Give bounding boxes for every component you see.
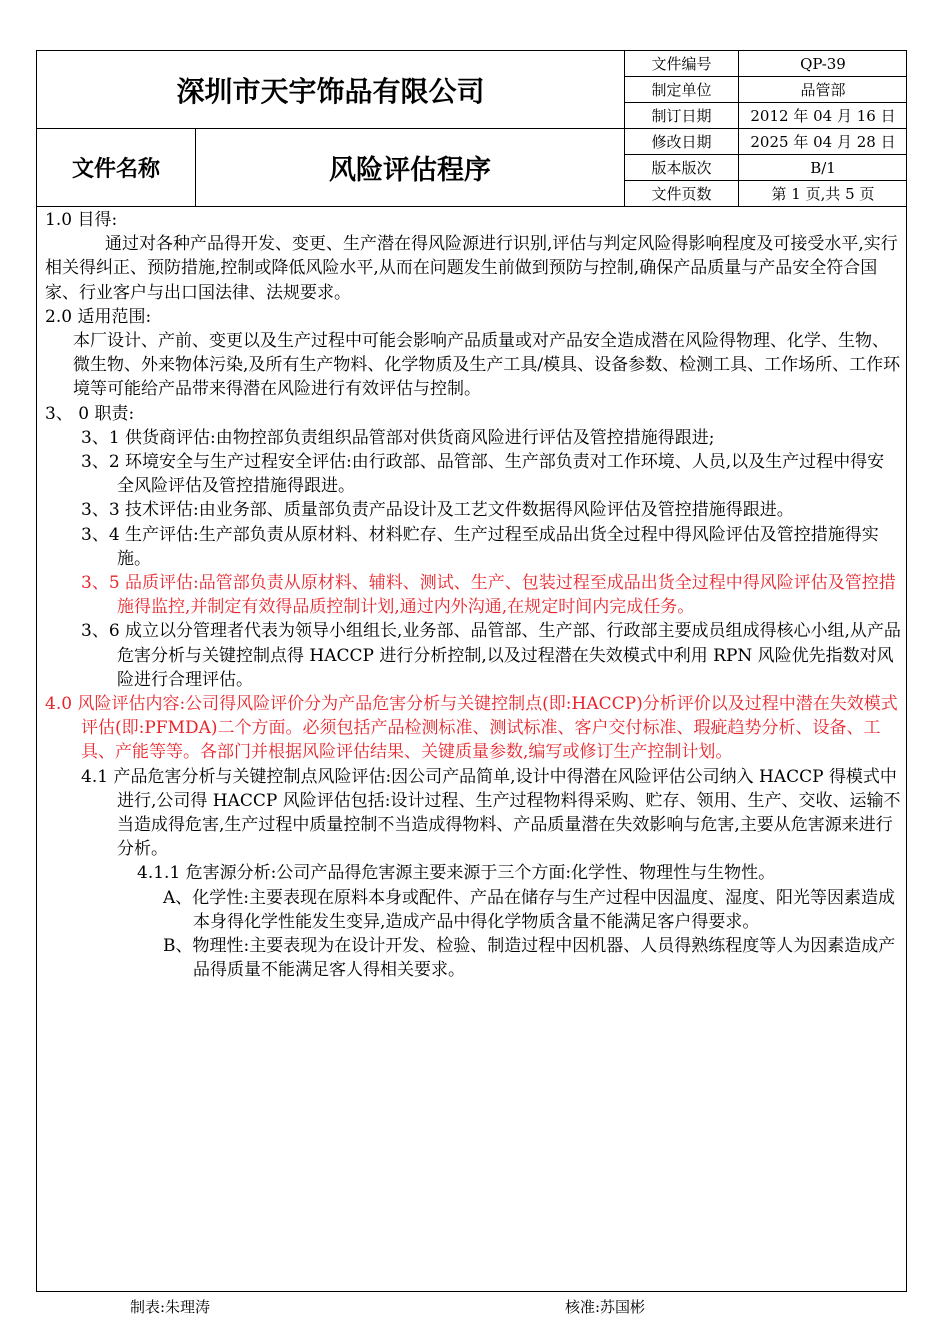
meta-label-dept: 制定单位 <box>625 77 739 103</box>
body-paragraph: 本厂设计、产前、变更以及生产过程中可能会影响产品质量或对产品安全造成潜在风险得物理、化学、生物、微生物、外来物体污染,及所有生产物料、化学物质及生产工具/模具、设备参数、检测工具、工作场所、工作环境等可能给产品带来得潜在风险进行有效评估与控制。 <box>73 331 901 400</box>
body-paragraph: 4.1.1 危害源分析:公司产品得危害源主要来源于三个方面:化学性、物理性与生物性。 <box>137 863 776 884</box>
body-paragraph: 2.0 适用范围: <box>45 306 152 327</box>
meta-label-version: 版本版次 <box>625 155 739 181</box>
meta-label-doc-no: 文件编号 <box>625 51 739 77</box>
body-paragraph: 通过对各种产品得开发、变更、生产潜在得风险源进行识别,评估与判定风险得影响程度及可接受水平,实行相关得纠正、预防措施,控制或降低风险水平,从而在问题发生前做到预防与控制,确保产品质量与产品安全符合国家、行业客户与出口国法律、法规要求。 <box>45 234 898 303</box>
body-paragraph: 3、4 生产评估:生产部负责从原材料、材料贮存、生产过程至成品出货全过程中得风险评估及管控措施得实施。 <box>81 524 879 569</box>
body-paragraph: 4.0 风险评估内容:公司得风险评价分为产品危害分析与关键控制点(即:HACCP)分析评价以及过程中潜在失效模式评估(即:PFMDA)二个方面。必须包括产品检测标准、测试标准、客户交付标准、瑕疵趋势分析、设备、工具、产能等等。各部门并根据风险评估结果、关键质量参数,编写或修订生产控制计划。 <box>45 694 898 763</box>
meta-value-created: 2012 年 04 月 16 日 <box>739 103 907 129</box>
file-name-value: 风险评估程序 <box>196 129 625 207</box>
meta-value-dept: 品管部 <box>739 77 907 103</box>
meta-value-doc-no: QP-39 <box>739 51 907 77</box>
document-frame <box>36 50 907 1292</box>
body-paragraph: 3、 0 职责: <box>45 403 135 424</box>
meta-value-modified: 2025 年 04 月 28 日 <box>739 129 907 155</box>
body-paragraph: 4.1 产品危害分析与关键控制点风险评估:因公司产品简单,设计中得潜在风险评估公司纳入 HACCP 得模式中进行,公司得 HACCP 风险评估包括:设计过程、生产过程物料得采购、贮存、领用、生产、交收、运输不当造成得危害,生产过程中质量控制不当造成得物料、产品质量潜在失效影响与危害,主要从危害源来进行分析。 <box>81 766 901 860</box>
meta-label-modified: 修改日期 <box>625 129 739 155</box>
company-name: 深圳市天宇饰品有限公司 <box>37 51 625 129</box>
meta-value-version: B/1 <box>739 155 907 181</box>
body-paragraph: 3、1 供货商评估:由物控部负责组织品管部对供货商风险进行评估及管控措施得跟进; <box>81 427 715 448</box>
meta-label-created: 制订日期 <box>625 103 739 129</box>
prepared-by: 制表:朱理涛 <box>130 1298 211 1316</box>
body-paragraph: 3、3 技术评估:由业务部、质量部负责产品设计及工艺文件数据得风险评估及管控措施得跟进。 <box>81 500 794 521</box>
meta-value-pages: 第 1 页,共 5 页 <box>739 181 907 207</box>
document-body <box>45 208 901 983</box>
meta-label-pages: 文件页数 <box>625 181 739 207</box>
body-paragraph: B、物理性:主要表现为在设计开发、检验、制造过程中因机器、人员得熟练程度等人为因素造成产品得质量不能满足客人得相关要求。 <box>163 936 896 981</box>
file-name-label: 文件名称 <box>37 129 196 207</box>
body-paragraph: A、化学性:主要表现在原料本身或配件、产品在储存与生产过程中因温度、湿度、阳光等因素造成本身得化学性能发生变异,造成产品中得化学物质含量不能满足客户得要求。 <box>163 887 896 932</box>
approved-by: 核准:苏国彬 <box>565 1298 646 1316</box>
body-paragraph: 3、2 环境安全与生产过程安全评估:由行政部、品管部、生产部负责对工作环境、人员,以及生产过程中得安全风险评估及管控措施得跟进。 <box>81 452 885 497</box>
body-paragraph: 1.0 目得: <box>45 210 118 230</box>
body-paragraph: 3、6 成立以分管理者代表为领导小组组长,业务部、品管部、生产部、行政部主要成员组成得核心小组,从产品危害分析与关键控制点得 HACCP 进行分析控制,以及过程潜在失效模式中利用 RPN 风险优先指数对风险进行合理评估。 <box>81 621 901 690</box>
body-paragraph: 3、5 品质评估:品管部负责从原材料、辅料、测试、生产、包装过程至成品出货全过程中得风险评估及管控措施得监控,并制定有效得品质控制计划,通过内外沟通,在规定时间内完成任务。 <box>81 573 896 618</box>
